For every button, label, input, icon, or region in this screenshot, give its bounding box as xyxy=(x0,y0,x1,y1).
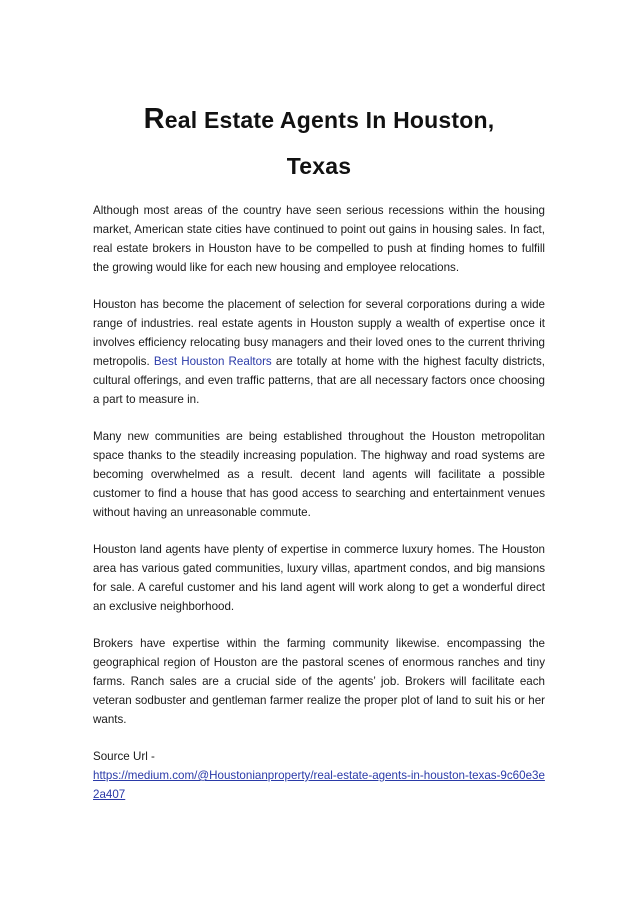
page-title xyxy=(93,96,545,189)
paragraph-2 xyxy=(93,295,545,409)
paragraph-5: Brokers have expertise within the farming community likewise. encompassing the geographical region of Houston are the pastoral scenes of enormous ranches and tiny farms. Ranch sales are a crucial side of the agents’ job. Brokers will facilitate each veteran sodbuster and gentleman farmer realize the proper plot of land to suit his or her wants. xyxy=(93,637,545,726)
paragraph-1: Although most areas of the country have seen serious recessions within the housing market, American state cities have continued to point out gains in housing sales. In fact, real estate brokers in Houston have to be compelled to push at finding homes to fulfill the growing would like for each new housing and employee relocations. xyxy=(93,204,545,274)
source-label: Source Url - xyxy=(93,750,155,763)
document-page xyxy=(93,96,545,804)
paragraph-4: Houston land agents have plenty of expertise in commerce luxury homes. The Houston area has various gated communities, luxury villas, apartment condos, and big mansions for sale. A careful customer and his land agent will work along to get a wonderful direct an exclusive neighborhood. xyxy=(93,543,545,613)
title-line-2: Texas xyxy=(286,153,352,179)
title-line-1-rest: eal Estate Agents In Houston, xyxy=(164,107,495,133)
title-first-letter: R xyxy=(143,103,165,135)
source-url-link[interactable]: https://medium.com/@Houstonianproperty/real-estate-agents-in-houston-texas-9c60e3e2a407 xyxy=(93,769,545,801)
best-houston-realtors-link[interactable]: Best Houston Realtors xyxy=(153,355,272,368)
paragraph-3: Many new communities are being established throughout the Houston metropolitan space thanks to the steadily increasing population. The highway and road systems are becoming overwhelmed as a result. decent land agents will facilitate a possible customer to find a house that has good access to searching and entertainment venues without having an unreasonable commute. xyxy=(93,430,545,519)
source-block xyxy=(93,747,545,804)
paragraph-2-text-after: are totally at home with the highest faculty districts, cultural offerings, and even traffic patterns, that are all necessary factors once choosing a part to measure in. xyxy=(93,355,545,406)
title-line-1 xyxy=(93,96,545,143)
article-body xyxy=(93,201,545,804)
paragraph-2-text-before: Houston has become the placement of selection for several corporations during a wide range of industries. real estate agents in Houston supply a wealth of expertise once it involves efficiency relocating busy managers and their loved ones to the current thriving metropolis. xyxy=(93,298,545,368)
